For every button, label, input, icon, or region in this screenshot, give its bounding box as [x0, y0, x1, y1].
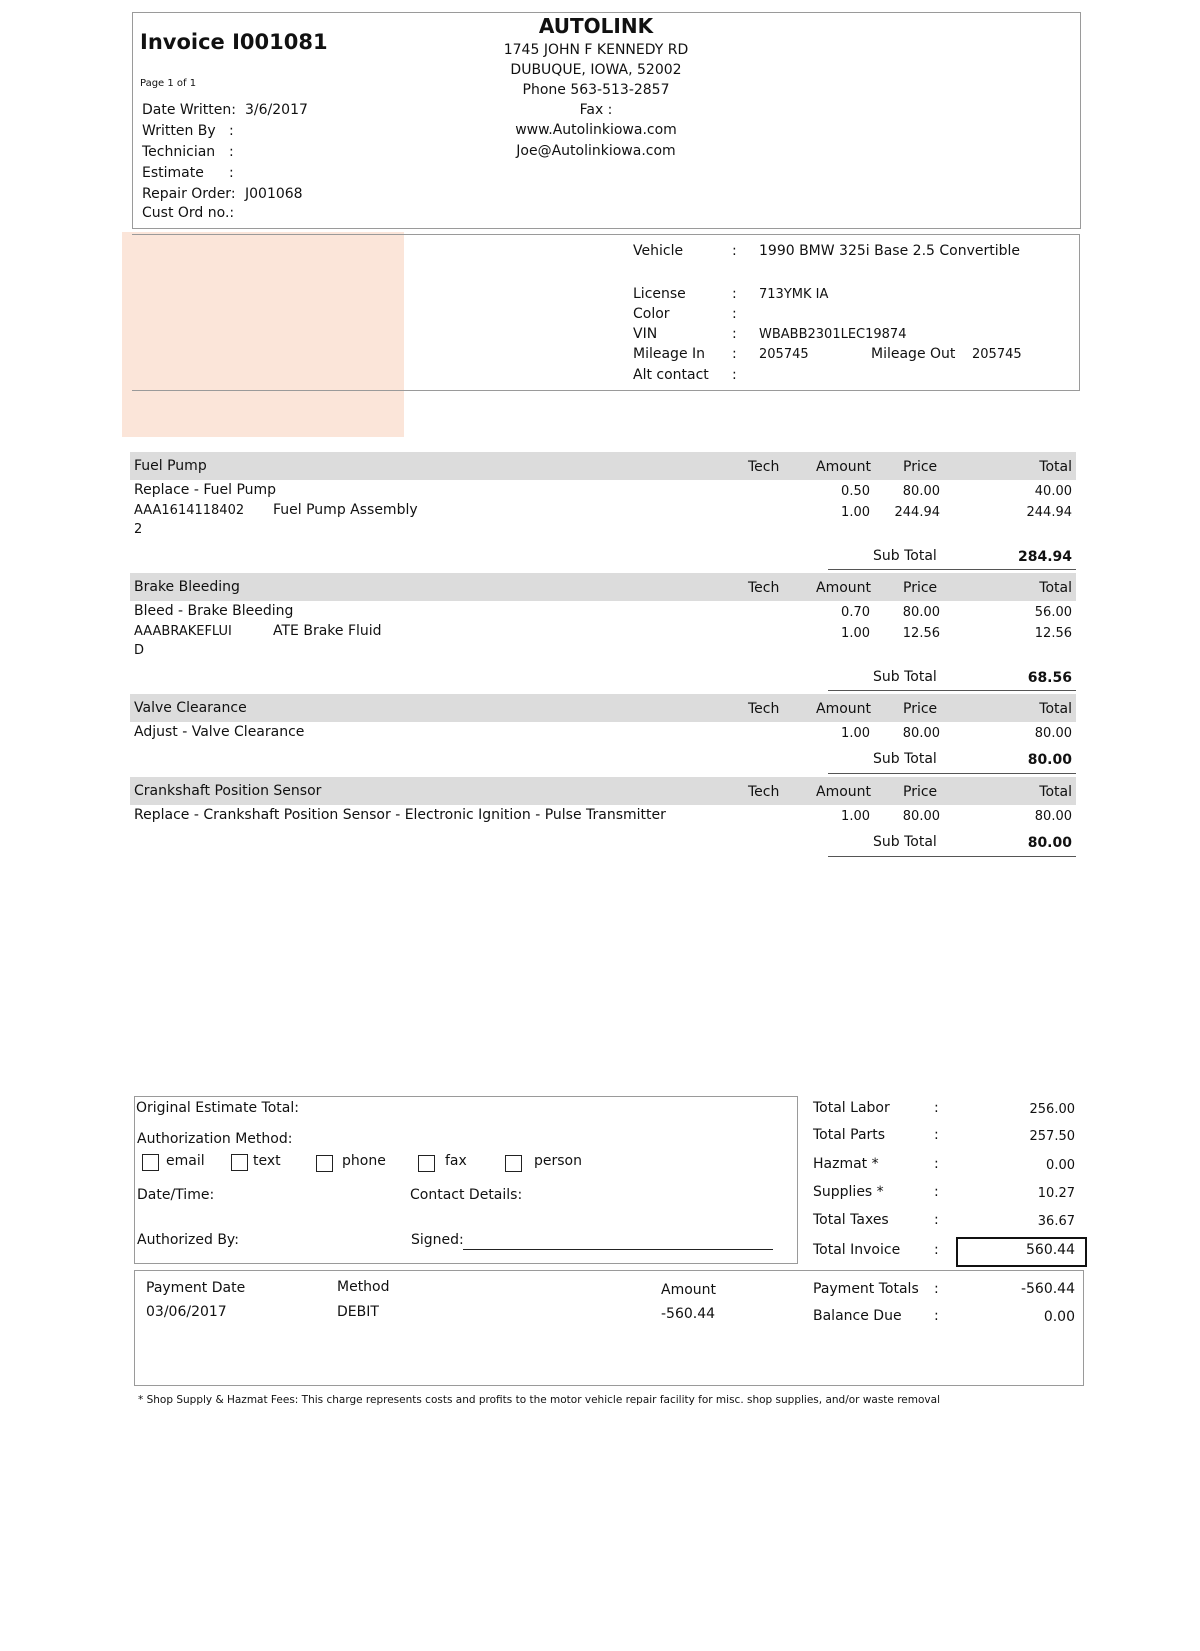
total-labor-colon: :: [934, 1100, 939, 1116]
vin-colon: :: [732, 326, 737, 342]
signed-label: Signed:: [411, 1232, 464, 1248]
repair-order-label: Repair Order:: [142, 186, 236, 202]
line-amount: 1.00: [841, 809, 870, 824]
vehicle-value: 1990 BMW 325i Base 2.5 Convertible: [759, 243, 1021, 259]
mileage-in-value: 205745: [759, 347, 809, 362]
license-value: 713YMK IA: [759, 287, 829, 302]
line-price: 80.00: [902, 605, 940, 620]
shop-fax: Fax :: [579, 102, 613, 118]
payment-amount-header: Amount: [661, 1282, 717, 1298]
line-amount: 0.50: [841, 484, 870, 499]
estimate-label: Estimate: [142, 165, 204, 181]
line-total: 12.56: [1034, 626, 1072, 641]
part-description: ATE Brake Fluid: [273, 623, 382, 639]
total-invoice-value: 560.44: [1026, 1242, 1075, 1258]
shop-address-1: 1745 JOHN F KENNEDY RD: [503, 42, 689, 58]
hazmat-value: 0.00: [1046, 1158, 1075, 1173]
line-total: 56.00: [1034, 605, 1072, 620]
shop-name: AUTOLINK: [538, 14, 654, 38]
vehicle-label: Vehicle: [633, 243, 684, 259]
line-total: 80.00: [1034, 809, 1072, 824]
col-price: Price: [903, 784, 938, 800]
part-number-cont: D: [134, 643, 145, 658]
written-by-colon: :: [229, 123, 234, 139]
line-amount: 1.00: [841, 626, 870, 641]
subtotal-label: Sub Total: [873, 669, 937, 685]
col-amount: Amount: [816, 784, 872, 800]
line-desc: Replace - Fuel Pump: [134, 482, 277, 498]
part-number-cont: 2: [134, 522, 143, 537]
part-number: AAABRAKEFLUI: [134, 624, 232, 639]
date-written-label: Date Written:: [142, 102, 236, 118]
line-price: 80.00: [902, 484, 940, 499]
subtotal-value: 80.00: [1027, 752, 1072, 768]
col-amount: Amount: [816, 459, 872, 475]
total-parts-label: Total Parts: [813, 1127, 886, 1143]
payment-method-header: Method: [337, 1279, 390, 1295]
part-description: Fuel Pump Assembly: [273, 502, 418, 518]
total-taxes-colon: :: [934, 1212, 939, 1228]
line-desc: Adjust - Valve Clearance: [134, 724, 305, 740]
col-amount: Amount: [816, 580, 872, 596]
supplies-label: Supplies *: [813, 1184, 884, 1200]
line-price: 244.94: [894, 505, 940, 520]
payment-date-header: Payment Date: [146, 1280, 246, 1296]
payment-totals-colon: :: [934, 1281, 939, 1297]
technician-label: Technician: [142, 144, 216, 160]
job-title: Valve Clearance: [134, 700, 247, 716]
line-amount: 0.70: [841, 605, 870, 620]
hazmat-colon: :: [934, 1156, 939, 1172]
job-title: Crankshaft Position Sensor: [134, 783, 322, 799]
subtotal-rule: [828, 773, 1076, 774]
total-parts-value: 257.50: [1029, 1129, 1075, 1144]
mileage-out-label: Mileage Out: [871, 346, 956, 362]
person-option-label: person: [534, 1153, 582, 1169]
payment-amount: -560.44: [661, 1306, 716, 1322]
total-labor-label: Total Labor: [813, 1100, 890, 1116]
payment-method: DEBIT: [337, 1304, 379, 1320]
line-total: 40.00: [1034, 484, 1072, 499]
col-amount: Amount: [816, 701, 872, 717]
balance-due-label: Balance Due: [813, 1308, 902, 1324]
col-price: Price: [903, 580, 938, 596]
total-taxes-label: Total Taxes: [813, 1212, 889, 1228]
total-taxes-value: 36.67: [1037, 1214, 1075, 1229]
shop-email[interactable]: Joe@Autolinkiowa.com: [516, 143, 676, 159]
subtotal-rule: [828, 690, 1076, 691]
payment-totals-label: Payment Totals: [813, 1281, 919, 1297]
total-labor-value: 256.00: [1029, 1102, 1075, 1117]
alt-contact-label: Alt contact: [633, 367, 709, 383]
total-parts-colon: :: [934, 1127, 939, 1143]
supplies-value: 10.27: [1037, 1186, 1075, 1201]
subtotal-label: Sub Total: [873, 834, 937, 850]
license-colon: :: [732, 286, 737, 302]
supplies-colon: :: [934, 1184, 939, 1200]
subtotal-rule: [828, 569, 1076, 570]
technician-colon: :: [229, 144, 234, 160]
col-tech: Tech: [748, 459, 780, 475]
col-price: Price: [903, 459, 938, 475]
subtotal-value: 284.94: [1017, 549, 1072, 565]
date-written-value: 3/6/2017: [245, 102, 308, 118]
authorized-by-label: Authorized By:: [137, 1232, 239, 1248]
line-desc: Bleed - Brake Bleeding: [134, 603, 294, 619]
col-total: Total: [1039, 701, 1072, 717]
license-label: License: [633, 286, 686, 302]
line-price: 80.00: [902, 809, 940, 824]
vin-value: WBABB2301LEC19874: [759, 327, 907, 342]
signature-line[interactable]: [463, 1249, 773, 1250]
total-invoice-colon: :: [934, 1242, 939, 1258]
line-amount: 1.00: [841, 726, 870, 741]
estimate-colon: :: [229, 165, 234, 181]
subtotal-value: 80.00: [1027, 835, 1072, 851]
payment-date: 03/06/2017: [146, 1304, 227, 1320]
hazmat-label: Hazmat *: [813, 1156, 879, 1172]
text-option-label: text: [253, 1153, 281, 1169]
footnote: * Shop Supply & Hazmat Fees: This charge represents costs and profits to the motor vehicle repair facility for misc. shop supplies, and/or waste removal: [138, 1394, 940, 1406]
col-total: Total: [1039, 784, 1072, 800]
text-checkbox[interactable]: [231, 1154, 248, 1171]
email-checkbox[interactable]: [142, 1154, 159, 1171]
col-total: Total: [1039, 580, 1072, 596]
mileage-in-label: Mileage In: [633, 346, 706, 362]
subtotal-label: Sub Total: [873, 548, 937, 564]
cust-ord-label: Cust Ord no.:: [142, 205, 235, 221]
mileage-in-colon: :: [732, 346, 737, 362]
invoice-title: Invoice I001081: [140, 30, 328, 54]
fax-checkbox[interactable]: [418, 1155, 435, 1172]
col-price: Price: [903, 701, 938, 717]
shop-address-2: DUBUQUE, IOWA, 52002: [510, 62, 682, 78]
date-time-label: Date/Time:: [137, 1187, 215, 1203]
page-number: Page 1 of 1: [140, 78, 197, 89]
part-number: AAA1614118402: [134, 503, 245, 518]
original-estimate-label: Original Estimate Total:: [136, 1100, 299, 1116]
color-label: Color: [633, 306, 670, 322]
contact-details-label: Contact Details:: [410, 1187, 523, 1203]
total-invoice-label: Total Invoice: [813, 1242, 901, 1258]
payment-totals-value: -560.44: [1020, 1281, 1075, 1297]
subtotal-value: 68.56: [1027, 670, 1072, 686]
line-amount: 1.00: [841, 505, 870, 520]
fax-option-label: fax: [445, 1153, 467, 1169]
job-title: Fuel Pump: [134, 458, 207, 474]
line-price: 12.56: [902, 626, 940, 641]
line-price: 80.00: [902, 726, 940, 741]
subtotal-rule: [828, 856, 1076, 857]
vin-label: VIN: [633, 326, 658, 342]
written-by-label: Written By: [142, 123, 216, 139]
balance-due-value: 0.00: [1043, 1309, 1075, 1325]
color-colon: :: [732, 306, 737, 322]
person-checkbox[interactable]: [505, 1155, 522, 1172]
line-desc: Replace - Crankshaft Position Sensor - Electronic Ignition - Pulse Transmitter: [134, 807, 666, 823]
col-total: Total: [1039, 459, 1072, 475]
job-title: Brake Bleeding: [134, 579, 240, 595]
shop-website[interactable]: www.Autolinkiowa.com: [515, 122, 677, 138]
payments-box: [134, 1270, 1084, 1386]
email-option-label: email: [166, 1153, 205, 1169]
alt-contact-colon: :: [732, 367, 737, 383]
shop-phone: Phone 563-513-2857: [522, 82, 670, 98]
subtotal-label: Sub Total: [873, 751, 937, 767]
balance-due-colon: :: [934, 1308, 939, 1324]
repair-order-value: J001068: [245, 186, 303, 202]
line-total: 80.00: [1034, 726, 1072, 741]
col-tech: Tech: [748, 784, 780, 800]
authorization-method-label: Authorization Method:: [137, 1131, 293, 1147]
vehicle-colon: :: [732, 243, 737, 259]
line-total: 244.94: [1026, 505, 1072, 520]
mileage-out-value: 205745: [972, 347, 1022, 362]
col-tech: Tech: [748, 580, 780, 596]
col-tech: Tech: [748, 701, 780, 717]
phone-checkbox[interactable]: [316, 1155, 333, 1172]
phone-option-label: phone: [342, 1153, 386, 1169]
